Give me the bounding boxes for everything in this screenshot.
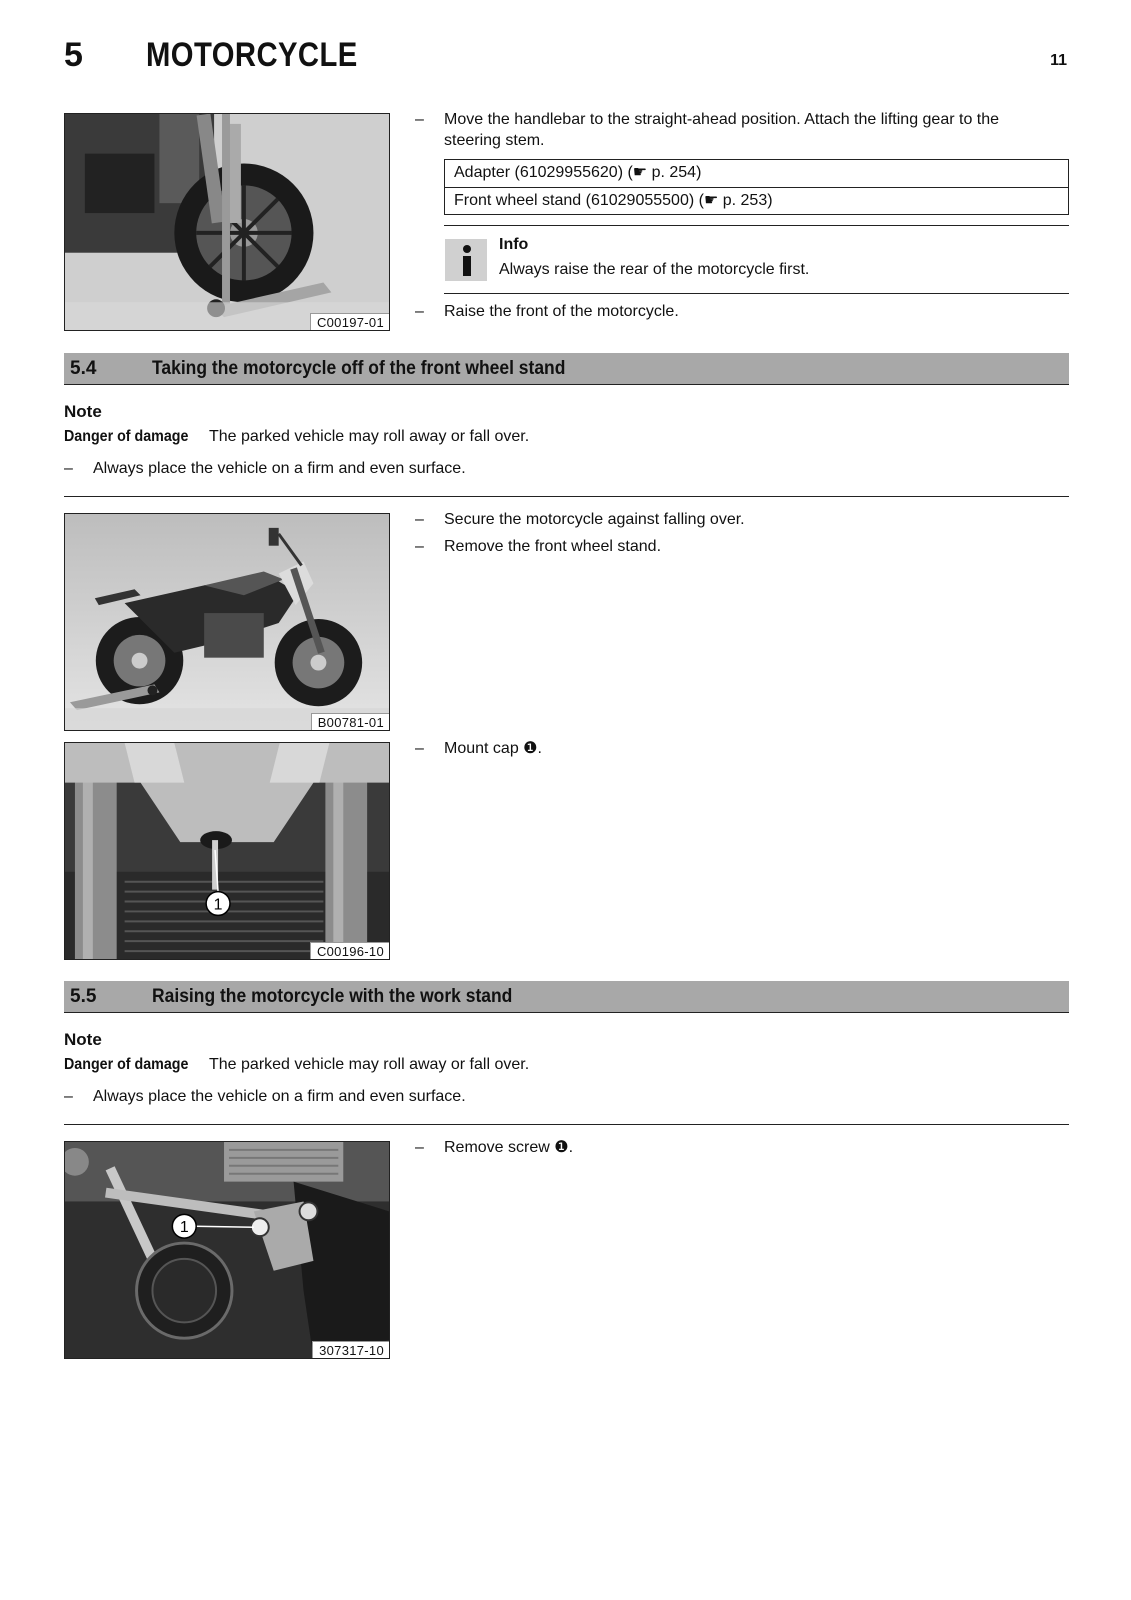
step-dash: – [415, 1139, 424, 1156]
step-dash: – [415, 111, 424, 128]
section-number: 5.5 [70, 986, 97, 1007]
note-item: Always place the vehicle on a firm and even surface. [93, 1088, 466, 1105]
note-label: Danger of damage [64, 1056, 189, 1073]
step-text: Secure the motorcycle against falling over. [444, 511, 745, 528]
step-dash: – [415, 538, 424, 555]
info-title: Info [499, 236, 529, 253]
info-icon [445, 239, 487, 281]
chapter-number: 5 [64, 36, 83, 74]
page-number: 11 [1050, 52, 1067, 69]
note-text: The parked vehicle may roll away or fall over. [209, 1056, 530, 1073]
front-wheel-stand-photo [65, 114, 389, 330]
callout-number: 1 [213, 896, 223, 914]
section-number: 5.4 [70, 358, 97, 379]
figure-code: 307317-10 [312, 1341, 389, 1358]
callout-number: 1 [179, 1219, 189, 1237]
step-dash: – [415, 511, 424, 528]
section-title: Taking the motorcycle off of the front wheel stand [152, 358, 566, 379]
figure-code: C00197-01 [310, 313, 389, 330]
steering-head-cap-photo [65, 743, 389, 959]
figure-front-wheel-stand [64, 113, 390, 331]
info-text: Always raise the rear of the motorcycle first. [499, 261, 810, 278]
section-heading-5-4 [64, 353, 1069, 385]
tools-table [444, 159, 1069, 215]
motorcycle-side-photo [65, 514, 389, 730]
step-dash: – [415, 303, 424, 320]
note-item: Always place the vehicle on a firm and even surface. [93, 460, 466, 477]
step-text: Mount cap ❶. [444, 740, 542, 757]
step-text: Move the handlebar to the straight-ahead position. Attach the lifting gear to the steering stem. [444, 111, 1000, 149]
figure-steering-head-cap [64, 742, 390, 960]
note-block [64, 402, 1069, 497]
figure-code: C00196-10 [310, 942, 389, 959]
note-dash: – [64, 460, 73, 477]
figure-code: B00781-01 [311, 713, 389, 730]
step-text: Remove screw ❶. [444, 1139, 574, 1156]
note-title: Note [64, 1030, 102, 1049]
step-text: Raise the front of the motorcycle. [444, 303, 679, 320]
figure-engine-screw [64, 1141, 390, 1359]
note-dash: – [64, 1088, 73, 1105]
note-text: The parked vehicle may roll away or fall over. [209, 428, 530, 445]
figure-motorcycle-side [64, 513, 390, 731]
step-dash: – [415, 740, 424, 757]
section-title: Raising the motorcycle with the work stand [152, 986, 513, 1007]
tool-front-wheel-stand: Front wheel stand (61029055500) (☛ p. 253) [445, 187, 1068, 214]
note-block [64, 1030, 1069, 1125]
note-title: Note [64, 402, 102, 421]
tool-adapter: Adapter (61029955620) (☛ p. 254) [454, 164, 702, 181]
step-text: Remove the front wheel stand. [444, 538, 662, 555]
chapter-title: MOTORCYCLE [146, 36, 358, 74]
section-heading-5-5 [64, 981, 1069, 1013]
page-header [64, 36, 1067, 80]
info-box [444, 225, 1069, 294]
note-label: Danger of damage [64, 428, 189, 445]
engine-screw-photo [65, 1142, 389, 1358]
